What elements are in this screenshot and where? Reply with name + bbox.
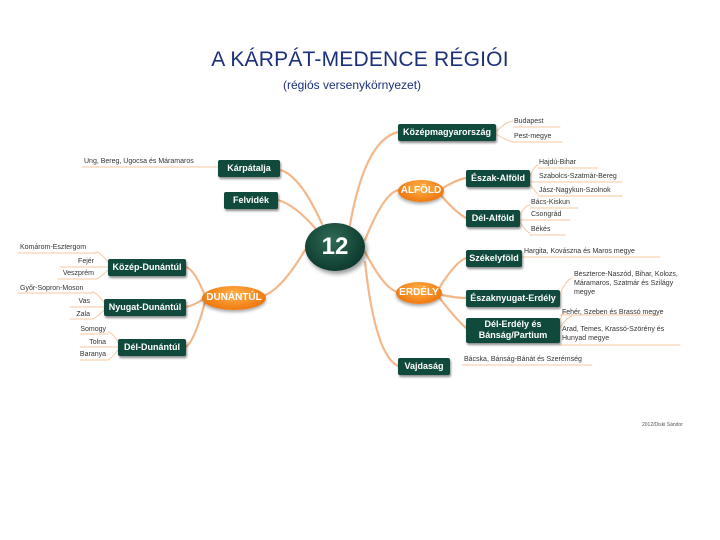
leaf-del-erdely-3: Fehér, Szeben és Brassó megye: [562, 309, 664, 316]
leaf-csongrad: Csongrád: [531, 211, 562, 218]
leaf-budapest: Budapest: [514, 118, 544, 125]
node-del-alfold: Dél-Alföld: [466, 210, 520, 227]
leaf-del-erdely-2: Hunyad megye: [562, 335, 610, 342]
leaf-gyor: Győr-Sopron-Moson: [20, 285, 84, 292]
leaf-zala: Zala: [76, 311, 90, 318]
leaf-bacs-kiskun: Bács-Kiskun: [531, 199, 570, 206]
node-dunantul: DUNÁNTÚL: [202, 286, 266, 310]
leaf-veszprem: Veszprém: [62, 270, 94, 277]
leaf-baranya: Baranya: [79, 351, 106, 358]
leaf-eszaknyugat-3: megye: [574, 289, 596, 296]
leaf-vas: Vas: [78, 298, 90, 305]
node-alfold: ALFÖLD: [398, 180, 444, 202]
leaf-fejer: Fejér: [78, 258, 94, 265]
leaf-tolna: Tolna: [89, 339, 106, 346]
leaf-hajdu-bihar: Hajdú-Bihar: [539, 159, 576, 166]
node-del-erdely: [466, 318, 560, 343]
leaf-bekes: Békés: [531, 226, 551, 233]
page-title: A KÁRPÁT-MEDENCE RÉGIÓI: [211, 48, 509, 71]
leaf-karpatalja: Ung, Bereg, Ugocsa és Máramaros: [84, 158, 194, 165]
leaf-szekelyfold: Hargita, Kovászna és Maros megye: [524, 248, 635, 255]
leaf-somogy: Somogy: [80, 326, 106, 333]
node-eszak-alfold: Észak-Alföld: [466, 170, 530, 187]
node-szekelyfold: Székelyföld: [466, 250, 522, 267]
node-del-dunantul: Dél-Dunántúl: [118, 339, 186, 356]
center-node: 12: [305, 223, 365, 271]
node-del-erdely-line2: Bánság/Partium: [478, 330, 548, 340]
node-karpatalja: Kárpátalja: [218, 160, 280, 177]
node-kozepmagyarorszag: Középmagyarország: [398, 124, 496, 141]
node-nyugat-dunantul: Nyugat-Dunántúl: [104, 299, 186, 316]
leaf-eszaknyugat-1: Beszterce-Naszód, Bihar, Kolozs,: [574, 271, 678, 278]
leaf-szabolcs: Szabolcs-Szatmár-Bereg: [539, 173, 617, 180]
leaf-del-erdely-1: Arad, Temes, Krassó-Szörény és: [562, 326, 665, 333]
author-credit: 2012/Diski Sándor: [642, 422, 683, 428]
node-eszaknyugat-erdely: Északnyugat-Erdély: [466, 290, 560, 307]
node-erdely: ERDÉLY: [396, 282, 442, 304]
leaf-vajdasag: Bácska, Bánság-Bánát és Szerémség: [464, 356, 582, 363]
leaf-jasz: Jász-Nagykun-Szolnok: [539, 187, 611, 194]
leaf-pest-megye: Pest-megye: [514, 133, 552, 140]
node-kozep-dunantul: Közép-Dunántúl: [108, 259, 186, 276]
node-felvidek: Felvidék: [224, 192, 278, 209]
page-subtitle: (régiós versenykörnyezet): [282, 78, 422, 92]
leaf-eszaknyugat-2: Máramaros, Szatmár és Szilágy: [574, 280, 674, 287]
leaf-komarom: Komárom-Esztergom: [20, 244, 87, 251]
node-vajdasag: Vajdaság: [398, 358, 450, 375]
node-del-erdely-line1: Dél-Erdély és: [484, 319, 542, 329]
